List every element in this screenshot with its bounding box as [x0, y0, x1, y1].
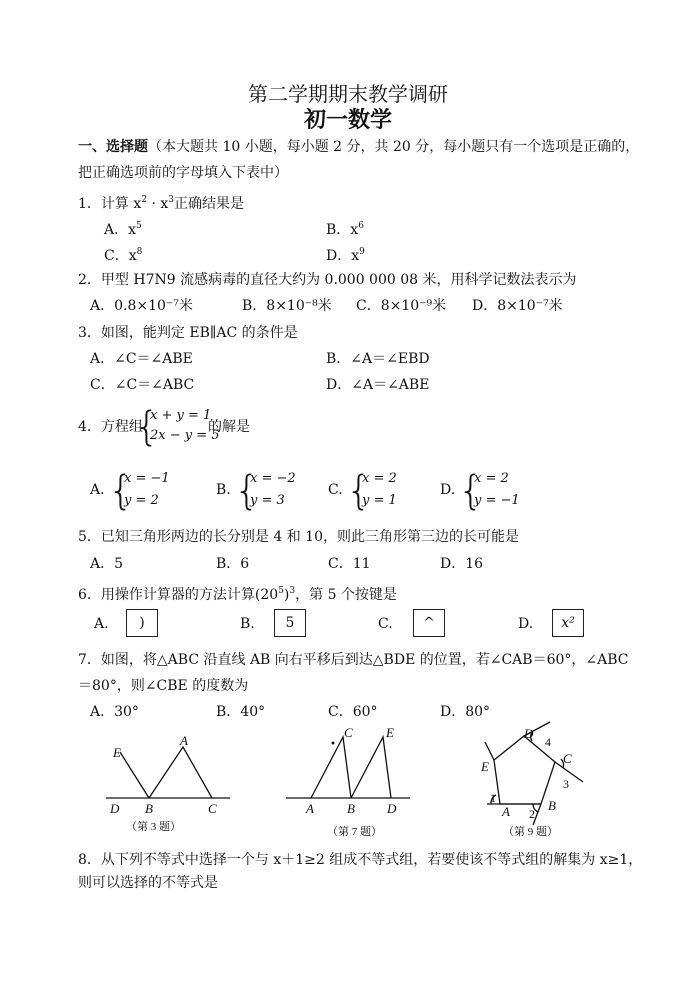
fig9-label-d: D [524, 726, 534, 741]
fig3-triangle-abc [149, 747, 212, 798]
q1-option-a: A．$x^5$ [104, 221, 142, 238]
q5-option-a: A．5 [90, 556, 124, 572]
q6-option-b-label: B. [240, 616, 255, 632]
q1-stem-mid: · x [147, 196, 169, 212]
question-8-stem-line2: 则可以选择的不等式是 [78, 875, 218, 891]
fig9-ext-ea [485, 742, 494, 760]
fig9-label-3: 3 [563, 777, 569, 791]
calculator-key-5: 5 [274, 609, 306, 637]
fig3-segment-eb [120, 752, 149, 798]
q2-option-b: B．8×10⁻⁸米 [242, 298, 332, 314]
q4-option-d-label: D. [440, 482, 456, 498]
question-8-stem-line1: 8．从下列不等式中选择一个与 x＋1≥2 组成不等式组，若要使该不等式组的解集为 x≥1， [78, 852, 643, 868]
question-5-stem: 5．已知三角形两边的长分别是 4 和 10，则此三角形第三边的长可能是 [78, 529, 519, 545]
q6-option-a-label: A. [94, 616, 109, 632]
q1-option-b: B．$x^6$ [326, 221, 364, 238]
q4-stem-post: 的解是 [208, 419, 250, 435]
q4-option-c-label: C. [328, 482, 343, 498]
q4-option-d-brace: { [458, 468, 484, 514]
q2-option-c: C．8×10⁻⁹米 [356, 298, 447, 314]
q4-option-c-eq2: y = 1 [362, 493, 397, 508]
q7-option-b: B．40° [216, 704, 266, 720]
q1-option-d: D．$x^9$ [326, 247, 365, 264]
question-2-stem: 2．甲型 H7N9 流感病毒的直径大约为 0.000 000 08 米，用科学记数法表示为 [78, 272, 577, 288]
question-3-stem: 3．如图，能判定 EB∥AC 的条件是 [78, 325, 298, 341]
question-7-stem-line2: ＝80°，则∠CBE 的度数为 [78, 678, 249, 694]
calculator-key-caret: ^ [413, 609, 445, 637]
q4-option-d-eq1: x = 2 [474, 471, 509, 486]
q3-option-d: D．∠A＝∠ABE [326, 377, 430, 393]
q4-system-eq1: x + y = 1 [150, 408, 212, 423]
fig7-label-e: E [386, 725, 394, 740]
fig7-label-b: B [347, 801, 355, 816]
fig3-label-a: A [180, 733, 188, 748]
q4-stem-pre: 4．方程组 [78, 419, 143, 435]
q4-system-eq2: 2x − y = 5 [150, 428, 220, 443]
fig9-label-4: 4 [545, 735, 551, 749]
q3-option-a: A．∠C＝∠ABE [90, 351, 193, 367]
fig9-label-1: 1 [490, 791, 496, 805]
fig3-label-c: C [208, 801, 217, 816]
q4-option-b-brace: { [234, 468, 260, 514]
q1-option-c: C．$x^8$ [104, 247, 143, 264]
question-6-stem: 6．用操作计算器的方法计算$(20^5)^3$，第 5 个按键是 [78, 586, 397, 603]
fig3-label-e: E [113, 745, 121, 760]
q4-system-brace: { [134, 404, 160, 450]
fig9-label-e: E [481, 759, 489, 774]
figure-3 [106, 747, 230, 798]
fig9-label-a: A [502, 804, 510, 819]
calculator-key-close-paren: ) [126, 609, 158, 637]
q4-option-a-eq2: y = 2 [124, 493, 159, 508]
q4-option-a-label: A. [90, 482, 105, 498]
fig3-label-b: B [145, 801, 153, 816]
q4-option-c-eq1: x = 2 [362, 471, 397, 486]
q1-exp1: 2 [141, 195, 147, 205]
q4-option-b-label: B. [216, 482, 231, 498]
exam-subtitle: 初一数学 [303, 107, 392, 133]
q7-option-a: A．30° [90, 704, 139, 720]
fig7-dot [332, 742, 334, 744]
q4-option-a-eq1: x = −1 [124, 471, 170, 486]
q3-option-b: B．∠A＝∠EBD [326, 351, 430, 367]
fig7-triangle-acb [311, 737, 351, 798]
q3-option-c: C．∠C＝∠ABC [90, 377, 195, 393]
q2-option-d: D．8×10⁻⁷米 [472, 298, 563, 314]
q7-option-d: D．80° [440, 704, 491, 720]
q6-option-d-label: D. [518, 616, 534, 632]
q4-option-c-brace: { [346, 468, 372, 514]
q4-option-a-brace: { [108, 468, 134, 514]
fig7-label-d: D [387, 801, 397, 816]
fig9-label-c: C [563, 751, 572, 766]
fig3-label-d: D [110, 801, 120, 816]
fig7-label-a: A [306, 801, 314, 816]
section-instructions-line2: 把正确选项前的字母填入下表中） [78, 165, 288, 181]
q6-option-c-label: C. [378, 616, 393, 632]
question-7-stem-line1: 7．如图，将△ABC 沿直线 AB 向右平移后到达△BDE 的位置，若∠CAB＝60°，∠ABC [78, 652, 629, 668]
q4-option-d-eq2: y = −1 [474, 493, 520, 508]
exam-title: 第二学期期末教学调研 [248, 82, 448, 106]
q5-option-c: C．11 [328, 556, 371, 572]
q2-option-a: A．0.8×10⁻⁷米 [90, 298, 193, 314]
q1-stem-post: 正确结果是 [173, 196, 244, 212]
fig7-triangle-bed [351, 737, 391, 798]
q5-option-b: B．6 [216, 556, 250, 572]
fig9-label-b: B [548, 798, 556, 813]
q7-option-c: C．60° [328, 704, 378, 720]
fig7-label-c: C [344, 725, 353, 740]
q4-option-b-eq1: x = −2 [250, 471, 296, 486]
q1-stem-pre: 1．计算 x [78, 196, 142, 212]
fig9-caption: （第 9 题） [503, 826, 558, 838]
section-instructions: （本大题共 10 小题，每小题 2 分，共 20 分，每小题只有一个选项是正确的， [148, 139, 640, 155]
calculator-key-x-squared: x² [552, 609, 584, 637]
section-heading: 一、选择题 [78, 139, 148, 155]
q4-option-b-eq2: y = 3 [250, 493, 285, 508]
fig3-caption: （第 3 题） [126, 821, 181, 833]
fig7-caption: （第 7 题） [327, 826, 382, 838]
fig9-label-2: 2 [529, 807, 535, 821]
q1-exp2: 3 [168, 195, 174, 205]
figure-7 [286, 737, 410, 798]
q5-option-d: D．16 [440, 556, 484, 572]
